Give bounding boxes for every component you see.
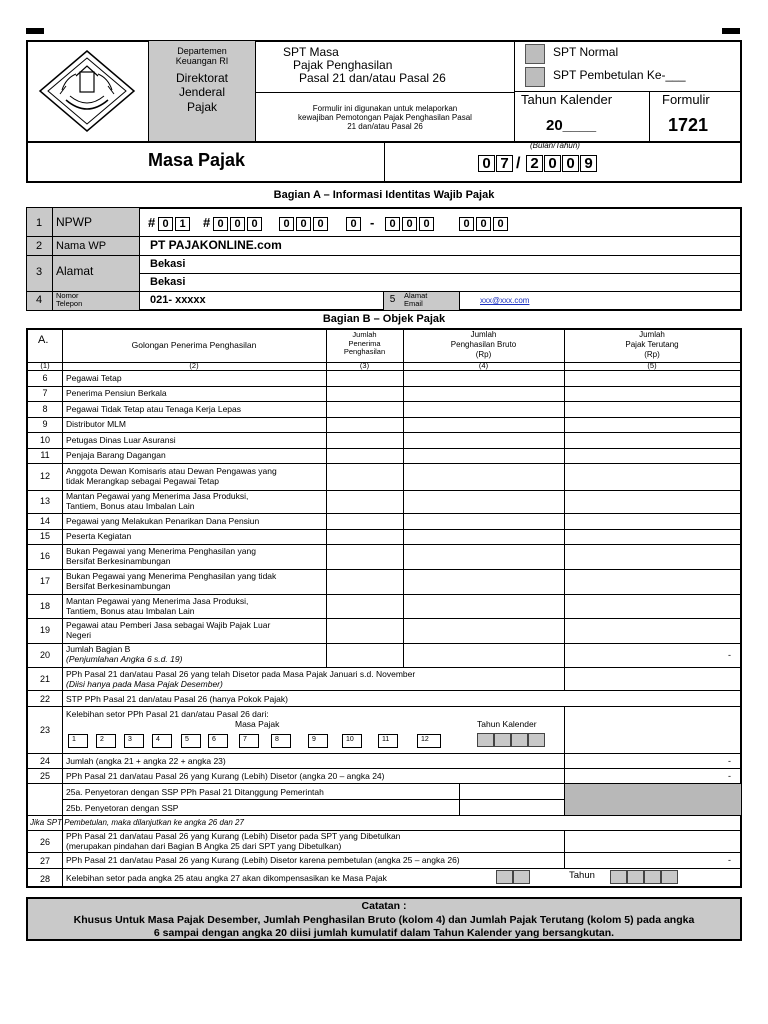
dept-name: Departemen Keuangan RI bbox=[175, 46, 229, 67]
month-box[interactable]: 1 bbox=[68, 734, 88, 748]
row-label: Petugas Dinas Luar Asuransi bbox=[66, 434, 176, 445]
row-label: Pegawai atau Pemberi Jasa sebagai Wajib Pajak Luar Negeri bbox=[66, 620, 271, 641]
masa-box[interactable] bbox=[496, 870, 513, 884]
col-bruto: Jumlah Penghasilan Bruto (Rp) bbox=[450, 330, 517, 359]
masa-digit[interactable]: 0 bbox=[478, 155, 495, 172]
month-box[interactable]: 8 bbox=[271, 734, 291, 748]
row-number: 6 bbox=[42, 372, 48, 383]
row-25-value[interactable]: - bbox=[728, 771, 731, 781]
registration-mark-right bbox=[722, 28, 740, 34]
tahun-box[interactable] bbox=[610, 870, 627, 884]
row-label: Mantan Pegawai yang Menerima Jasa Produksi, Tantiem, Bonus atau Imbalan Lain bbox=[66, 491, 249, 512]
row-label: Mantan Pegawai yang Menerima Jasa Produksi, Tantiem, Bonus atau Imbalan Lain bbox=[66, 595, 249, 616]
year-box[interactable] bbox=[528, 733, 545, 747]
row-25-label: PPh Pasal 21 dan/atau Pasal 26 yang Kurang (Lebih) Disetor (angka 20 – angka 24) bbox=[66, 771, 385, 781]
spt-normal-label: SPT Normal bbox=[553, 45, 619, 59]
row-28-label: Kelebihan setor pada angka 25 atau angka 27 akan dikompensasikan ke Masa Pajak bbox=[66, 873, 387, 883]
alamat-line-1[interactable]: Bekasi bbox=[150, 258, 186, 270]
row-number: 19 bbox=[39, 625, 50, 635]
row-23-masa-pajak: Masa Pajak bbox=[235, 719, 280, 729]
row-label: Pegawai Tidak Tetap atau Tenaga Kerja Lepas bbox=[66, 403, 242, 414]
row-label: Peserta Kegiatan bbox=[66, 531, 132, 542]
col-terutang: Jumlah Pajak Terutang (Rp) bbox=[625, 330, 679, 359]
year-box[interactable] bbox=[511, 733, 528, 747]
nama-wp-value[interactable]: PT PAJAKONLINE.com bbox=[150, 238, 282, 252]
catatan-title: Catatan : bbox=[361, 900, 407, 912]
row-label: Bukan Pegawai yang Menerima Penghasilan yang Bersifat Berkesinambungan bbox=[66, 546, 256, 567]
spt-normal-checkbox[interactable] bbox=[525, 44, 545, 64]
npwp-label: NPWP bbox=[56, 215, 92, 229]
row-number: 11 bbox=[40, 450, 50, 460]
month-box[interactable]: 12 bbox=[417, 734, 441, 748]
row-number: 9 bbox=[42, 419, 48, 429]
col-golongan: Golongan Penerima Penghasilan bbox=[131, 340, 257, 350]
nama-wp-label: Nama WP bbox=[56, 240, 107, 252]
masa-digit[interactable]: 7 bbox=[496, 155, 513, 172]
masa-digit[interactable]: 0 bbox=[562, 155, 579, 172]
year-box[interactable] bbox=[477, 733, 494, 747]
row-number: 18 bbox=[39, 600, 50, 611]
row-label: Distributor MLM bbox=[66, 419, 126, 430]
dirjen-name: Direktorat Jenderal Pajak bbox=[175, 71, 228, 114]
month-box[interactable]: 2 bbox=[96, 734, 116, 748]
masa-digit[interactable]: 2 bbox=[526, 155, 543, 172]
spt-pembetulan-label: SPT Pembetulan Ke-___ bbox=[553, 68, 686, 82]
month-box[interactable]: 11 bbox=[378, 734, 398, 748]
row-label: Penerima Pensiun Berkala bbox=[66, 388, 167, 399]
email-label: Alamat Email bbox=[404, 291, 428, 309]
row-number: 17 bbox=[39, 576, 50, 586]
row-25b-label: 25b. Penyetoran dengan SSP bbox=[66, 803, 179, 813]
month-box[interactable]: 4 bbox=[152, 734, 172, 748]
row-number: 15 bbox=[39, 531, 50, 541]
row-22-label: STP PPh Pasal 21 dan/atau Pasal 26 (hanya Pokok Pajak) bbox=[66, 694, 288, 704]
bulan-tahun-hint: (Bulan/Tahun) bbox=[530, 141, 580, 150]
alamat-line-2[interactable]: Bekasi bbox=[150, 276, 186, 288]
month-box[interactable]: 10 bbox=[342, 734, 362, 748]
masa-pajak-label: Masa Pajak bbox=[148, 150, 246, 170]
row-21-label: PPh Pasal 21 dan/atau Pasal 26 yang telah Disetor pada Masa Pajak Januari s.d. November (Diisi hanya pada Masa Pajak Desember) bbox=[66, 669, 416, 690]
masa-digit[interactable]: 0 bbox=[544, 155, 561, 172]
row-24-label: Jumlah (angka 21 + angka 22 + angka 23) bbox=[66, 756, 226, 766]
month-box[interactable]: 5 bbox=[181, 734, 201, 748]
col-jumlah-penerima: Jumlah Penerima Penghasilan bbox=[343, 330, 386, 357]
tahun-kalender-value[interactable]: 20____ bbox=[546, 117, 597, 134]
row-number: 14 bbox=[39, 515, 50, 526]
formulir-label: Formulir bbox=[662, 92, 710, 107]
row-label: Anggota Dewan Komisaris atau Dewan Pengawas yang tidak Merangkap sebagai Pegawai Tetap bbox=[66, 466, 277, 487]
row-label: Pegawai yang Melakukan Penarikan Dana Pensiun bbox=[66, 515, 260, 526]
row-number: 13 bbox=[39, 496, 50, 506]
row-27-value[interactable]: - bbox=[728, 855, 731, 865]
row-27-label: PPh Pasal 21 dan/atau Pasal 26 yang Kurang (Lebih) Disetor karena pembetulan (angka 25 – angka 26) bbox=[66, 855, 460, 865]
month-box[interactable]: 6 bbox=[208, 734, 228, 748]
row-number: 7 bbox=[42, 388, 48, 398]
tahun-kalender-label: Tahun Kalender bbox=[521, 92, 613, 107]
row-23-tahun-kalender: Tahun Kalender bbox=[477, 719, 537, 729]
row-23-label: Kelebihan setor PPh Pasal 21 dan/atau Pasal 26 dari: bbox=[66, 709, 269, 719]
tahun-box[interactable] bbox=[644, 870, 661, 884]
tahun-box[interactable] bbox=[627, 870, 644, 884]
catatan-text: Khusus Untuk Masa Pajak Desember, Jumlah Penghasilan Bruto (kolom 4) dan Jumlah Pajak Terutang (kolom 5) pada angka 6 sampai dengan angka 20 diisi jumlah kumulatif dalam Tahun Kalender yang bersangkutan. bbox=[73, 914, 695, 939]
spt-title: SPT Masa Pajak Penghasilan Pasal 21 dan/atau Pasal 26 bbox=[283, 45, 446, 86]
alamat-label: Alamat bbox=[56, 264, 94, 278]
row-20-label: Jumlah Bagian B (Penjumlahan Angka 6 s.d. 19) bbox=[66, 644, 183, 665]
pembetulan-note: Jika SPT Pembetulan, maka dilanjutkan ke angka 26 dan 27 bbox=[30, 818, 244, 827]
row-26-label: PPh Pasal 21 dan/atau Pasal 26 yang Kurang (Lebih) Disetor pada SPT yang Dibetulkan (merupakan pindahan dari Bagian B Angka 25 dari SPT yang Dibetulkan) bbox=[66, 831, 401, 852]
month-box[interactable]: 3 bbox=[124, 734, 144, 748]
formulir-number: 1721 bbox=[668, 115, 709, 135]
row-20-value[interactable]: - bbox=[728, 650, 731, 660]
bagian-b-title: Bagian B – Objek Pajak bbox=[322, 313, 446, 325]
row-25a-label: 25a. Penyetoran dengan SSP PPh Pasal 21 Ditanggung Pemerintah bbox=[66, 787, 324, 797]
masa-box[interactable] bbox=[513, 870, 530, 884]
telepon-value[interactable]: 021- xxxxx bbox=[150, 294, 206, 306]
masa-digit[interactable]: 9 bbox=[580, 155, 597, 172]
form-description: Formulir ini digunakan untuk melaporkan kewajiban Pemotongan Pajak Penghasilan Pasal 21 dan/atau Pasal 26 bbox=[298, 104, 472, 132]
row-number: 12 bbox=[39, 471, 50, 481]
ministry-logo bbox=[36, 48, 138, 134]
tahun-box[interactable] bbox=[661, 870, 678, 884]
row-28-tahun: Tahun bbox=[569, 870, 595, 881]
row-24-value[interactable]: - bbox=[728, 756, 731, 766]
row-number: 10 bbox=[39, 434, 50, 445]
year-box[interactable] bbox=[494, 733, 511, 747]
row-number: 8 bbox=[42, 403, 48, 414]
bagian-a-title: Bagian A – Informasi Identitas Wajib Pajak bbox=[273, 189, 495, 201]
month-box[interactable]: 7 bbox=[239, 734, 259, 748]
email-value[interactable]: xxx@xxx.com bbox=[480, 296, 530, 305]
month-box[interactable]: 9 bbox=[308, 734, 328, 748]
row-label: Pegawai Tetap bbox=[66, 372, 122, 383]
row-label: Bukan Pegawai yang Menerima Penghasilan yang tidak Bersifat Berkesinambungan bbox=[66, 571, 277, 592]
row-label: Penjaja Barang Dagangan bbox=[66, 450, 166, 461]
row-number: 16 bbox=[39, 551, 50, 561]
registration-mark-left bbox=[26, 28, 44, 34]
telepon-label: Nomor Telepon bbox=[56, 291, 83, 309]
spt-pembetulan-checkbox[interactable] bbox=[525, 67, 545, 87]
